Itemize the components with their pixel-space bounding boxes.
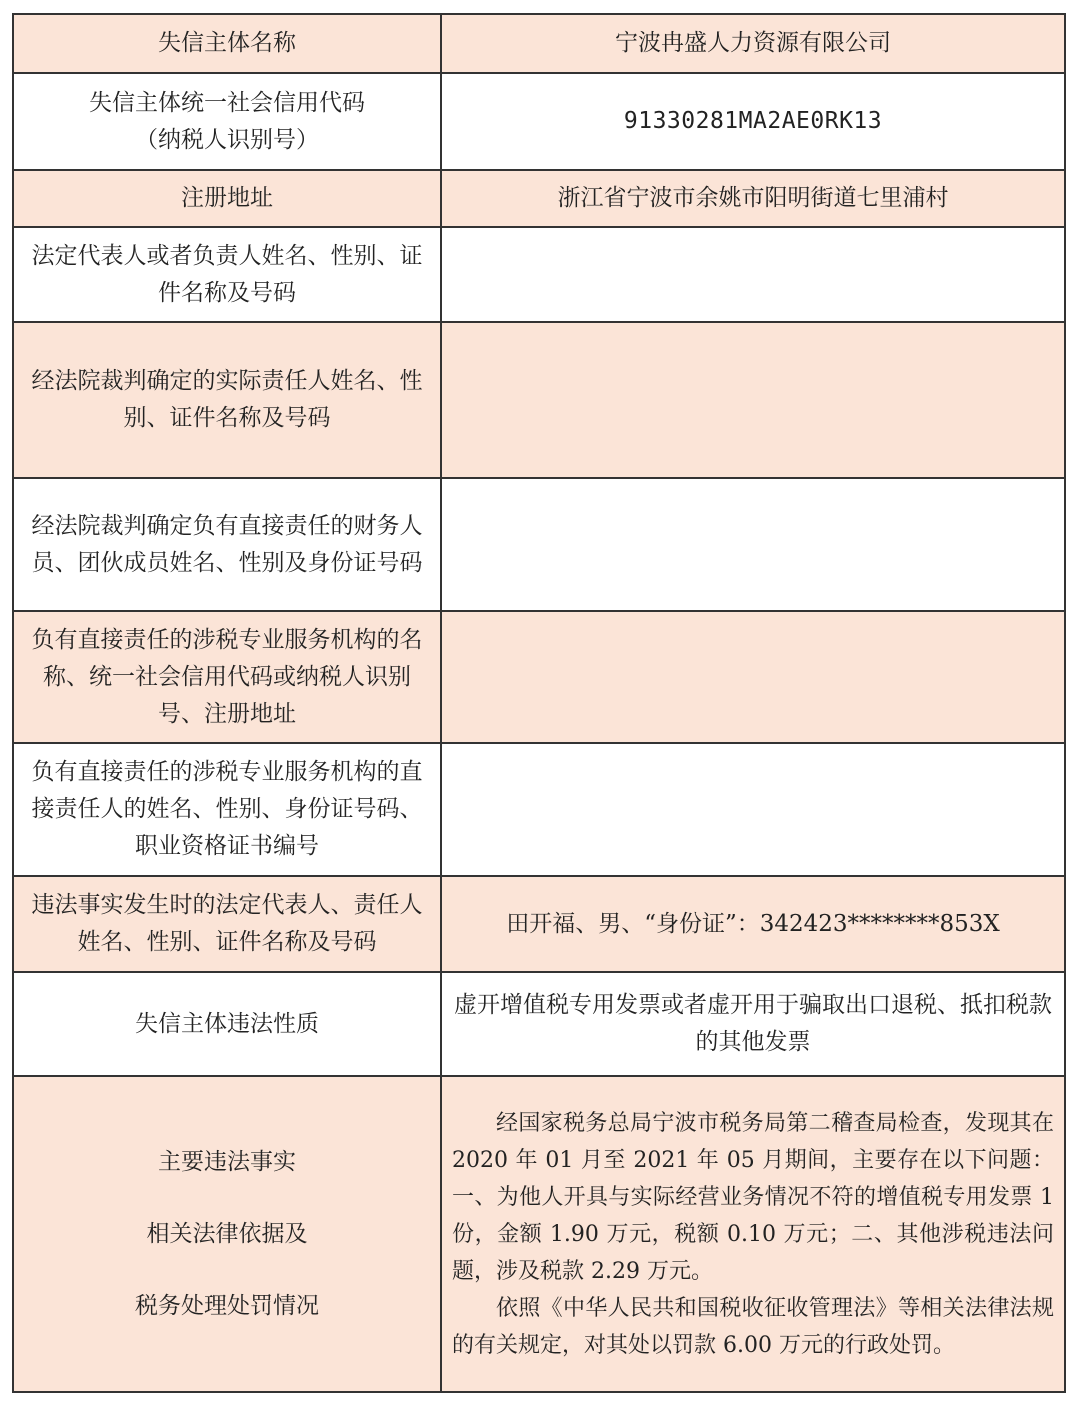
agency-value bbox=[441, 611, 1065, 743]
row-name bbox=[13, 14, 1065, 73]
agency-person-value bbox=[441, 743, 1065, 876]
address-label: 注册地址 bbox=[13, 170, 441, 227]
nature-label: 失信主体违法性质 bbox=[13, 972, 441, 1076]
legal-rep-value bbox=[441, 227, 1065, 322]
row-agency bbox=[13, 611, 1065, 743]
row-actual-resp bbox=[13, 322, 1065, 478]
row-legal-rep bbox=[13, 227, 1065, 322]
agency-label: 负有直接责任的涉税专业服务机构的名称、统一社会信用代码或纳税人识别号、注册地址 bbox=[13, 611, 441, 743]
row-facts bbox=[13, 1076, 1065, 1392]
finance-staff-value bbox=[441, 478, 1065, 611]
facts-value bbox=[441, 1076, 1065, 1392]
credit-code-label-line1: 失信主体统一社会信用代码 bbox=[89, 89, 365, 116]
credit-code-label-line2: （纳税人识别号） bbox=[135, 126, 319, 153]
row-agency-person bbox=[13, 743, 1065, 876]
facts-label-3: 税务处理处罚情况 bbox=[135, 1293, 319, 1319]
name-value: 宁波冉盛人力资源有限公司 bbox=[441, 14, 1065, 73]
credit-code-label bbox=[13, 73, 441, 170]
agency-person-label: 负有直接责任的涉税专业服务机构的直接责任人的姓名、性别、身份证号码、职业资格证书编号 bbox=[13, 743, 441, 876]
address-value: 浙江省宁波市余姚市阳明街道七里浦村 bbox=[441, 170, 1065, 227]
row-nature bbox=[13, 972, 1065, 1076]
facts-label bbox=[13, 1076, 441, 1392]
row-credit-code bbox=[13, 73, 1065, 170]
facts-paragraph-2: 依照《中华人民共和国税收征收管理法》等相关法律法规的有关规定，对其处以罚款 6.00 万元的行政处罚。 bbox=[452, 1295, 1054, 1358]
row-violation-rep bbox=[13, 876, 1065, 972]
credit-code-value: 91330281MA2AE0RK13 bbox=[441, 73, 1065, 170]
facts-label-2: 相关法律依据及 bbox=[146, 1221, 308, 1247]
violation-rep-value: 田开福、男、“身份证”：342423********853X bbox=[441, 876, 1065, 972]
actual-resp-label: 经法院裁判确定的实际责任人姓名、性别、证件名称及号码 bbox=[13, 322, 441, 478]
finance-staff-label: 经法院裁判确定负有直接责任的财务人员、团伙成员姓名、性别及身份证号码 bbox=[13, 478, 441, 611]
row-finance-staff bbox=[13, 478, 1065, 611]
facts-label-1: 主要违法事实 bbox=[158, 1149, 296, 1175]
actual-resp-value bbox=[441, 322, 1065, 478]
facts-paragraph-1: 经国家税务总局宁波市税务局第二稽查局检查，发现其在 2020 年 01 月至 2021 年 05 月期间，主要存在以下问题：一、为他人开具与实际经营业务情况不符的增值税专用发票 1 份，金额 1.90 万元，税额 0.10 万元；二、其他涉税违法问题，涉及税款 2.29 万元。 bbox=[452, 1110, 1054, 1284]
violation-rep-label: 违法事实发生时的法定代表人、责任人姓名、性别、证件名称及号码 bbox=[13, 876, 441, 972]
legal-rep-label: 法定代表人或者负责人姓名、性别、证件名称及号码 bbox=[13, 227, 441, 322]
row-address bbox=[13, 170, 1065, 227]
name-label: 失信主体名称 bbox=[13, 14, 441, 73]
taxpayer-info-table bbox=[12, 13, 1066, 1393]
nature-value: 虚开增值税专用发票或者虚开用于骗取出口退税、抵扣税款的其他发票 bbox=[441, 972, 1065, 1076]
